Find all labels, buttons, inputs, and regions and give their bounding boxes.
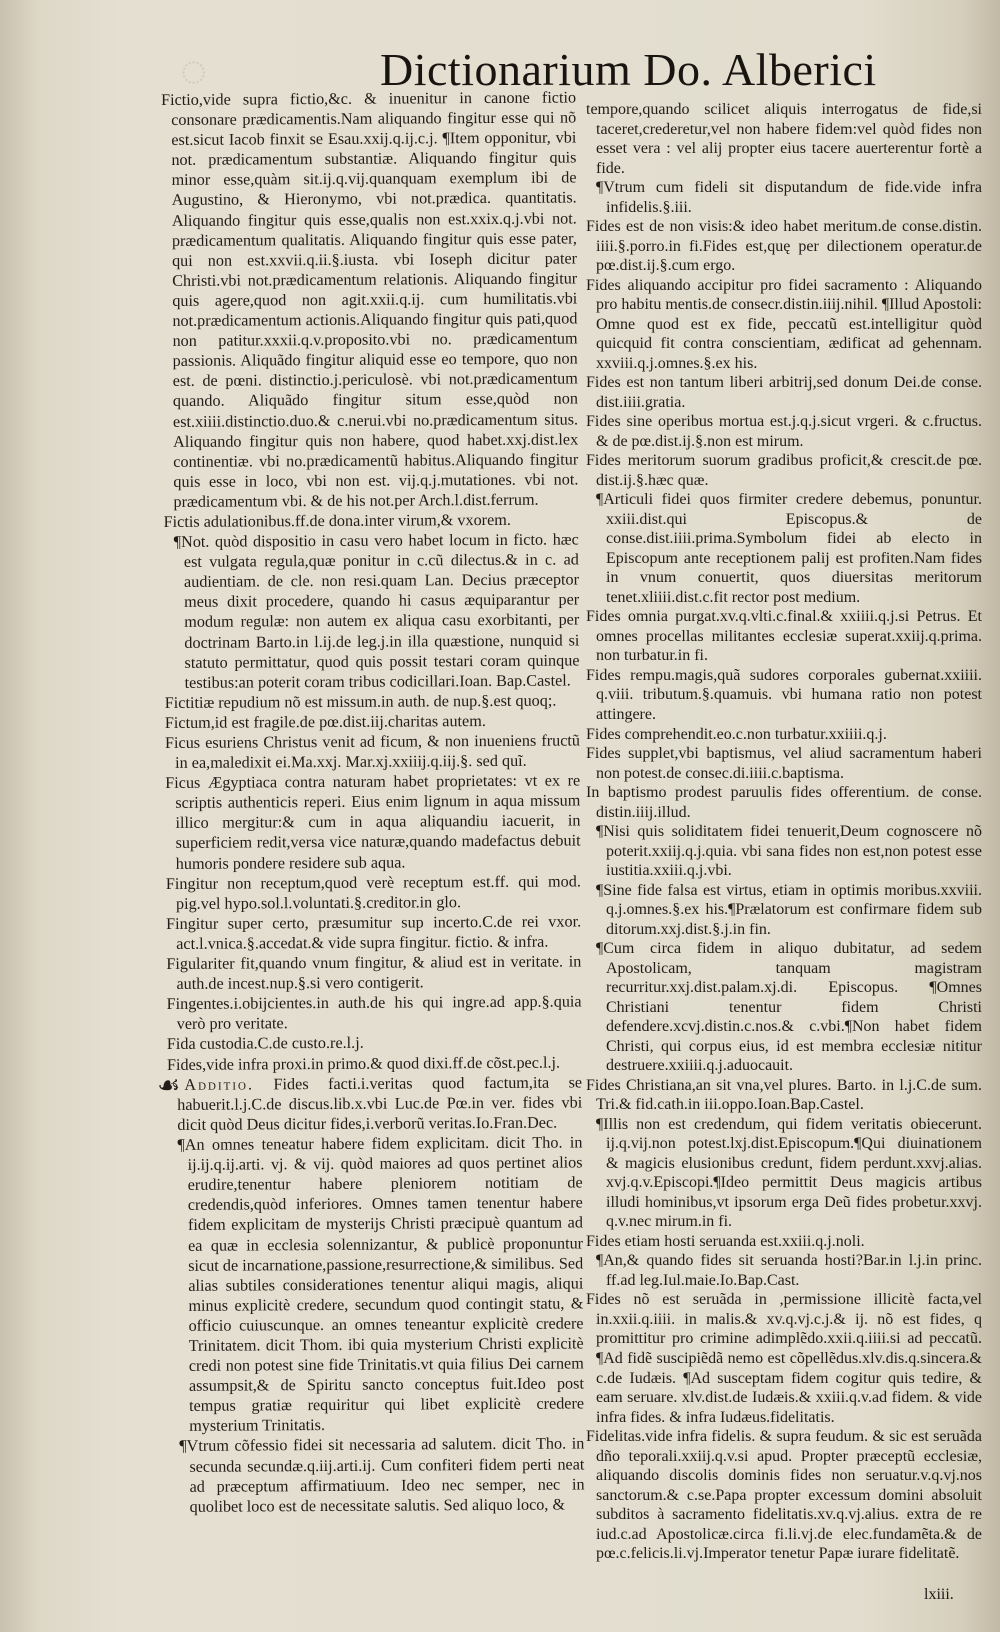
dictionary-entry: Fides etiam hosti seruanda est.xxiii.q.j.noli. [586, 1232, 865, 1250]
dictionary-entry: Fides est de non visis:& ideo habet meritum.de conse.distin. iiii.§.porro.in fi.Fides est,quę per dilectionem operatur.de pœ.dist.ij.§.cum ergo. [586, 218, 982, 275]
dictionary-entry: Fingitur non receptum,quod verè receptum est.ff. qui mod. pig.vel hypo.sol.l.voluntati.§.creditor.in glo. [165, 872, 581, 913]
dictionary-entry: ¶Vtrum cum fideli sit disputandum de fide.vide infra infidelis.§.iii. [596, 179, 982, 216]
dictionary-entry: Fingitur super certo, præsumitur sup incerto.C.de rei vxor. act.l.vnica.§.accedat.& vide supra fingitur. fictio. & infra. [166, 912, 582, 953]
dictionary-entry: Fictum,id est fragile.de pœ.dist.iij.charitas autem. [164, 711, 486, 732]
dictionary-entry: Fingentes.i.obijcientes.in auth.de his qui ingre.ad app.§.quia verò pro veritate. [166, 992, 582, 1034]
addition-entry [156, 1070, 583, 1135]
dictionary-entry: Fida custodia.C.de custo.re.l.j. [166, 1034, 364, 1054]
dictionary-entry: ¶An,& quando fides sit seruanda hosti?Bar.in l.j.in princ. ff.ad leg.Iul.maie.Io.Bap.Cast. [596, 1252, 982, 1289]
page-title: Dictionarium Do. Alberici [380, 44, 877, 95]
dictionary-entry: Fidelitas.vide infra fidelis. & supra feudum. & sic est seruãda dño teporali.xxiij.q.v.si apud. Propter præceptũ ecclesiæ, aliquando discolis dominis fides non seruatur.v.q.vj.nos sanctorum.& c.se.Papa propter excessum domini absoluit subditos à sacramento fidelitatis.xv.q.vj.alius. extra de re iud.c.ad Apostolicæ.circa fi.li.vj.de elec.fundamẽta.& de pœ.c.felicis.li.vj.Imperator tenetur Papæ iurare fidelitatẽ. [586, 1428, 982, 1563]
dictionary-entry: Fides nõ est seruãda in ,permissione illicitè facta,vel in.xxii.q.iiii. in malis.& xv.q.vj.c.j.& ij. nõ est fides, q promittitur pro crimine adimplẽdo.xxii.q.iiii.si ad peccatũ. ¶Ad fidẽ suscipiẽdã nemo est cõpellẽdus.xlv.dis.q.sincera.& c.de Iudæis. ¶Ad susceptam fidem cogitur quis tedire, & eam seruare. xlv.dist.de Iudæis.& xxiii.q.v.ad fidem. & vide infra fides. & infra Iudæus.fidelitatis. [586, 1291, 982, 1426]
dictionary-subentry: ¶Vtrum cõfessio fidei sit necessaria ad salutem. dicit Tho. in secunda secundæ.q.iij.arti.ij. Cum confiteri fidem perti neat ad præceptum affirmatiuum. Ideo nec semper, nec in quolibet loco est de necessitate salutis. Sed aliquo loco, & [179, 1434, 585, 1516]
dictionary-entry: Fictitiæ repudium nõ est missum.in auth. de nup.§.est quoq;. [164, 691, 557, 712]
dictionary-entry: ¶Articuli fidei quos firmiter credere debemus, ponuntur. xxiii.dist.qui Episcopus.& de conse.dist.iiii.prima.Symbolum fidei ab electo in Episcopum ante receptionem palij est profiten.Nam fides in vnum conuertit, quos diuersitas meritorum tenet.xliiii.dist.c.fit rector post medium. [596, 491, 982, 606]
addition-label: Additio. [184, 1075, 255, 1094]
folio-number: lxiii. [924, 1586, 954, 1603]
dictionary-entry: Fides Christiana,an sit vna,vel plures. Barto. in l.j.C.de sum. Tri.& fid.cath.in iii.oppo.Ioan.Bap.Castel. [586, 1076, 982, 1114]
dictionary-entry: In baptismo prodest paruulis fides offerentium. de conse. distin.iiij.illud. [586, 784, 982, 821]
bleed-through-shadow: ◌ [180, 45, 228, 96]
dictionary-entry: ¶Cum circa fidem in aliquo dubitatur, ad sedem Apostolicam, tanquam magistram recurritur.xxj.dist.palam.xj.di. Episcopus. ¶Omnes Christiani tenentur fidem Christi defendere.xcvj.distin.c.nos.& c.vbi.¶Non habet fidem Christi, qui corpus eius, id est membra ecclesiæ nititur destruere.xxiiii.q.j.aduocauit. [596, 940, 982, 1075]
dictionary-entry: Fides omnia purgat.xv.q.vlti.c.final.& xxiiii.q.j.si Petrus. Et omnes procellas militantes ecclesiæ superat.xxiij.q.prima. non turbatur.in fi. [586, 608, 982, 665]
dictionary-entry: Ficus esuriens Christus venit ad ficum, & non inueniens fructũ in ea,maledixit ei.Ma.xxj. Mar.xj.xxiiij.q.iij.§. sed quĩ. [164, 731, 581, 773]
dictionary-entry: Fides meritorum suorum gradibus proficit,& crescit.de pœ. dist.ij.§.hæc quæ. [586, 452, 982, 489]
dictionary-entry: ¶Not. quòd dispositio in casu vero habet locum in ficto. hæc est vulgata regula,quæ ponitur in c.cũ dilectus.& in c. ad audientiam. de cle. non resi.quam Lan. Decius præceptor meus dixit procedere, quando hi casus æquiparantur per modum regulæ: non autem ex aliqua casu exorbitanti, per doctrinam Barto.in l.ij.de leg.j.in illa quæstione, nunquid si statuto permittatur, quod quis possit testari coram quinque testibus:an poterit coram tribus codicillari.Ioan. Bap.Castel. [173, 530, 580, 692]
dictionary-entry: Fides rempu.magis,quã sudores corporales gubernat.xxiiii. q.viii. tributum.§.quamuis. vbi humana ratio non potest attingere. [586, 666, 982, 723]
dictionary-entry: Fides comprehendit.eo.c.non turbatur.xxiiii.q.j. [586, 725, 887, 743]
dictionary-entry: tempore,quando scilicet aliquis interrogatus de fide,si taceret,crederetur,vel non habere fidem:vel quòd fides non esset vera : vel alij propter eius tacere auerterentur fortè a fide. [586, 101, 982, 177]
dictionary-entry: ¶Illis non est credendum, qui fidem veritatis obiecerunt. ij.q.vij.non potest.lxj.dist.Episcopum.¶Qui diuinationem & magicis elusionibus credunt, fidem perdunt.xxvj.alias. xvj.q.v.Episcopi.¶Ideo permittit Deus magicis artibus illudi hominibus,vt ipsorum erga Deũ fides probetur.xxvj. q.v.nec mirum.in fi. [596, 1115, 982, 1231]
dictionary-entry: Fictio,vide supra fictio,&c. & inuenitur in canone fictio consonare prædicamentis.Nam aliquando fingitur esse qui nõ est.sicut Iacob finxit se Esau.xxij.q.ij.c.j. ¶Item opponitur, vbi not. prædicamentum substantiæ. Aliquando fingitur quis minor esse,quàm sit.ij.q.vij.quanquam exemplum ibi de Augustino, & Hieronymo, vbi not.prædica. quantitatis. Aliquando fingitur quis esse,qualis non est.xxix.q.j.vbi not. prædicamentum qualitatis. Aliquando fingitur quis esse pater, qui non est.xxvii.q.ii.§.iusta. vbi Ioseph dicitur pater Christi.vbi not.prædicamentum relationis. Aliquando fingitur quis agere,quod non agit.xxii.q.ij. cum humilitatis.vbi not.prædicamentum actionis.Aliquando fingitur quis pati,quod non patitur.xxxii.q.v.proposito.vbi no. prædicamentum passionis. Aliquãdo fingitur aliquid esse eo tempore, quo non est. de pœni. distinctio.j.periculosè. vbi not.prædicamentum quando. Aliquãdo fingitur situm esse,quòd non est.xiiii.distinctio.duo.& c.nerui.vbi no.prædicamentum situs. Aliquando fingitur quis non habere, quod habet.xxj.dist.lex continentiæ. vbi no.prædicamentũ habitus.Aliquando fingitur quis esse in loco, vbi non est. vij.q.j.mutationes. vbi not. prædicamentum vbi. & de his not.per Arch.l.dist.ferrum. [161, 88, 579, 511]
left-column [156, 87, 585, 1516]
right-column [586, 100, 982, 1564]
dictionary-entry: Fides sine operibus mortua est.j.q.j.sicut vrgeri. & c.fructus. & de pœ.dist.ij.§.non est mirum. [586, 413, 982, 450]
dictionary-entry: Ficus Ægyptiaca contra naturam habet proprietates: vt ex re scriptis authenticis reperi. Eius enim lignum in aqua missum illico mergitur:& cum in aqua aliquandiu iacuerit, in superficiem redit,versa vice naturæ,quando madefactus debuit humoris pondere residere sub aqua. [165, 771, 581, 873]
dictionary-entry: ¶Nisi quis soliditatem fidei tenuerit,Deum cognoscere nõ poterit.xxiij.q.j.quia. vbi sana fides non est,non potest esse iustitia.xxiii.q.j.vbi. [596, 823, 982, 880]
dictionary-entry: Figulariter fit,quando vnum fingitur, & aliud est in veritate. in auth.de incest.nup.§.si vero contigerit. [166, 952, 582, 994]
dictionary-entry: Fides est non tantum liberi arbitrij,sed donum Dei.de conse. dist.iiii.gratia. [586, 374, 982, 411]
dictionary-entry: Fictis adulationibus.ff.de dona.inter virum,& vxorem. [163, 510, 511, 531]
dictionary-entry: Fides supplet,vbi baptismus, vel aliud sacramentum haberi non potest.de consec.di.iiii.c.baptisma. [586, 745, 982, 782]
dictionary-entry: Fides aliquando accipitur pro fidei sacramento : Aliquando pro habitu mentis.de consecr.distin.iiij.nihil. ¶Illud Apostoli: Omne quod est ex fide, peccatũ est.intelligitur quòd quicquid fit contra conscientiam, ædificat ad gehennam. xxviii.q.j.omnes.§.ex his. [586, 276, 982, 372]
addition-text: Fides facti.i.veritas quod factum,ita se habuerit.l.j.C.de discus.lib.x.vbi Luc.de Pœ.in ver. fides vbi dicit quòd Deus dicitur fides,i.verborũ veritas.Io.Fran.Dec. [177, 1073, 583, 1134]
dictionary-subentry: ¶An omnes teneatur habere fidem explicitam. dicit Tho. in ij.ij.q.ij.arti. vj. & vij. quòd maiores ad quos pertinet alios erudire,tenentur habere pleniorem notitiam de credendis,quòd inferiores. Omnes tamen tenentur habere fidem explicitam de mysterijs Christi præcipuè quantum ad ea quæ in ecclesia solennizantur, & publicè proponuntur sicut de incarnatione,passione,resurrectione,& similibus. Sed alias subtiles considerationes tenentur aliqui magis, aliqui minus explicitè credere, secundum quod contingit statu, & officio cuiuscunque. an omnes teneantur explicitè credere Trinitatem. dicit Thom. ibi quia mysterium Christi explicitè credi non potest sine fide Trinitatis.vt quia filius Dei carnem assumpsit,& de Spiritu sancto conceptus fuit.Ideo post tempus gratiæ requiritur qui libet explicitè credere mysterium Trinitatis. [177, 1133, 585, 1436]
dictionary-entry: ¶Sine fide falsa est virtus, etiam in optimis moribus.xxviii. q.j.omnes.§.ex his.¶Prælatorum est confirmare fidem sub ditorum.xxj.dist.§.j.in fin. [596, 881, 982, 938]
dictionary-entry: Fides,vide infra proxi.in primo.& quod dixi.ff.de cõst.pec.l.j. [166, 1053, 561, 1074]
fleuron-icon: ☙ [156, 1070, 181, 1100]
